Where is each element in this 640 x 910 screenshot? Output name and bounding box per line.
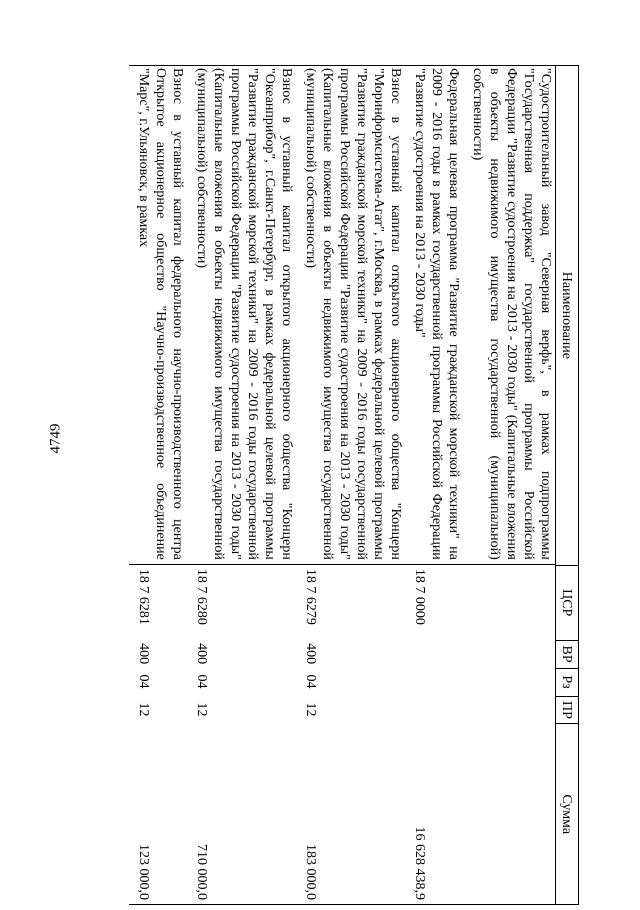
row-name: Федеральная целевая программа "Развитие гражданской морской техники" на 2009 - 2016 годы в рамках государственной программы Российской Федерации "Развитие судостроения на 2013 - 2030 годы"	[405, 66, 463, 565]
row-rz: 04	[303, 674, 318, 689]
row-pr: 12	[136, 702, 151, 717]
row-rz	[405, 668, 463, 696]
table-header	[555, 65, 579, 905]
row-vr: 400	[136, 643, 151, 665]
table-row	[463, 66, 555, 904]
row-rz: 04	[194, 674, 209, 689]
table-row	[187, 66, 296, 904]
header-pr: ПР	[556, 696, 578, 724]
row-rz	[463, 668, 555, 696]
row-vr	[463, 640, 555, 668]
header-rz: Рз	[556, 668, 578, 696]
table-row	[129, 66, 187, 904]
row-vr: 400	[303, 643, 318, 665]
rotated-page	[72, 5, 612, 910]
header-csr: ЦСР	[556, 565, 578, 640]
row-csr: 18 7 0000	[412, 568, 427, 625]
row-sum: 710 000,0	[194, 844, 209, 901]
row-pr	[405, 696, 463, 724]
row-csr: 18 7 6281	[136, 568, 151, 625]
table-row	[405, 66, 463, 904]
table-body	[129, 65, 555, 905]
row-vr: 400	[194, 643, 209, 665]
row-pr	[463, 696, 555, 724]
table-row	[296, 66, 405, 904]
row-pr: 12	[194, 702, 209, 717]
row-rz: 04	[136, 674, 151, 689]
row-csr: 18 7 6280	[194, 568, 209, 625]
row-csr	[463, 565, 555, 640]
row-name: Взнос в уставный капитал открытого акционерного общества "Концерн "Моринформсистема-Агат", г.Москва, в рамках федеральной целевой программы "Развитие гражданской морской техники" на 2009 - 2016 годы государственной программы Российской Федерации "Развитие судостроения на 2013 - 2030 годы" (Капитальные вложения в объекты недвижимого имущества государственной (муниципальной) собственности)	[296, 66, 405, 565]
row-sum: 16 628 438,9	[412, 826, 427, 901]
row-name: Взнос в уставный капитал федерального научно-производственного центра Открытое акционерное общество "Научно-производственное объединение "Марс", г.Ульяновск, в рамках	[129, 66, 187, 565]
row-sum	[463, 723, 555, 904]
row-pr: 12	[303, 702, 318, 717]
header-vr: ВР	[556, 640, 578, 668]
budget-table	[69, 65, 579, 905]
header-sum: Сумма	[556, 723, 578, 904]
row-vr	[405, 640, 463, 668]
page-number: 4749	[47, 423, 64, 454]
row-sum: 183 000,0	[303, 844, 318, 901]
row-name: Взнос в уставный капитал открытого акционерного общества "Концерн "Океанприбор", г.Санкт-Петербург, в рамках федеральной целевой программы "Развитие гражданской морской техники" на 2009 - 2016 годы государственной программы Российской Федерации "Развитие судостроения на 2013 - 2030 годы" (Капитальные вложения в объекты недвижимого имущества государственной (муниципальной) собственности)	[187, 66, 296, 565]
header-name: Наименование	[559, 271, 575, 360]
row-name: "Судостроительный завод "Северная верфь", в рамках подпрограммы "Государственная поддержка" государственной программы Российской Федерации "Развитие судостроения на 2013 - 2030 годы" (Капитальные вложения в объекты недвижимого имущества государственной (муниципальной) собственности)	[463, 66, 555, 565]
row-csr: 18 7 6279	[303, 568, 318, 625]
row-sum: 123 000,0	[136, 844, 151, 901]
